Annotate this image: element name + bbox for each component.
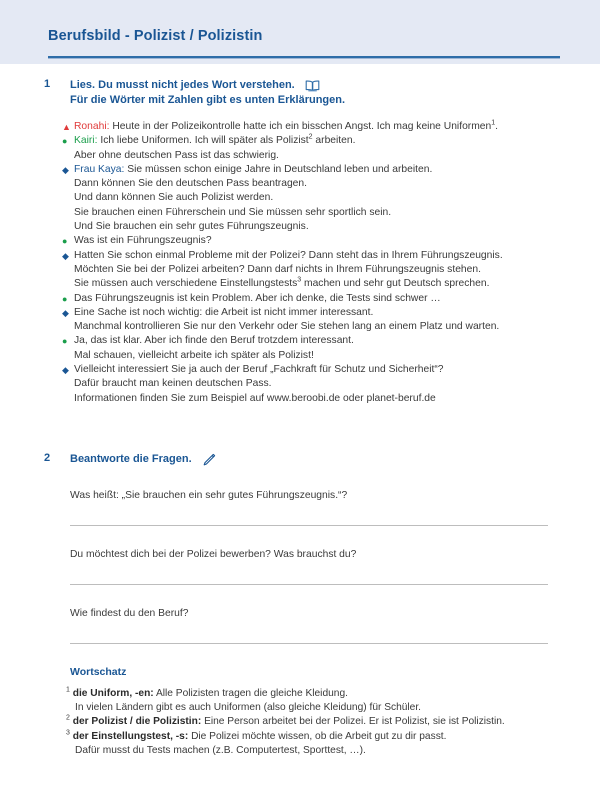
glossary-entry-definition: Alle Polizisten tragen die gleiche Kleidung.	[153, 688, 348, 699]
dialogue-line	[62, 377, 600, 391]
speaker-marker-none	[62, 277, 74, 291]
speaker-marker-diamond-icon: ◆	[62, 307, 69, 318]
speaker-name: Kairi:	[74, 135, 98, 147]
dialogue-text: Sie müssen schon einige Jahre in Deutschland leben und arbeiten.	[124, 163, 433, 175]
dialogue-text: Informationen finden Sie zum Beispiel auf www.beroobi.de oder planet-beruf.de	[74, 392, 436, 404]
footnote-ref: 1	[491, 119, 496, 127]
dialogue-line	[62, 191, 600, 205]
dialogue-line	[62, 163, 600, 177]
dialogue-text: Möchten Sie bei der Polizei arbeiten? Dann darf nichts in Ihrem Führungszeugnis stehen.	[74, 263, 481, 275]
pencil-icon	[202, 453, 216, 467]
glossary-entry-number: 3	[66, 729, 70, 737]
speaker-marker-circle-icon: ●	[62, 136, 68, 147]
speaker-marker-none	[62, 149, 74, 163]
glossary-entry-term: die Uniform, -en:	[72, 688, 154, 699]
task-2-heading-line1: Beantworte die Fragen.	[70, 453, 192, 465]
dialogue-line	[62, 320, 600, 334]
speaker-marker-none	[62, 177, 74, 191]
dialogue-text: Vielleicht interessiert Sie ja auch der Beruf „Fachkraft für Schutz und Sicherheit“?	[74, 364, 444, 376]
speaker-marker-none	[62, 220, 74, 234]
dialogue-line	[62, 206, 600, 220]
speaker-marker-none	[62, 191, 74, 205]
speaker-marker-circle-icon: ●	[62, 236, 68, 247]
dialogue-line	[62, 249, 600, 263]
speaker-marker-diamond-icon: ◆	[62, 365, 69, 376]
glossary-entry-extra: In vielen Ländern gibt es auch Uniformen (also gleiche Kleidung) für Schüler.	[75, 702, 422, 714]
dialogue-line	[62, 306, 600, 320]
glossary-entry-extra: Dafür musst du Tests machen (z.B. Computertest, Sporttest, …).	[75, 744, 366, 756]
glossary-entry-definition: Die Polizei möchte wissen, ob die Arbeit gut zu dir passt.	[188, 730, 447, 742]
speaker-marker-none	[62, 377, 74, 391]
speaker-marker-none	[62, 392, 74, 406]
dialogue-text: Hatten Sie schon einmal Probleme mit der Polizei? Dann steht das in Ihrem Führungszeugnis.	[74, 249, 503, 261]
dialogue-text-tail: .	[495, 121, 499, 132]
glossary-list	[66, 687, 600, 758]
speaker-marker-none	[62, 349, 74, 363]
task-1	[0, 78, 600, 406]
dialogue-text-tail: machen und sehr gut Deutsch sprechen.	[301, 278, 490, 290]
dialogue-line	[62, 149, 600, 163]
speaker-marker-none	[62, 263, 74, 277]
dialogue-text: Manchmal kontrollieren Sie nur den Verkehr oder Sie stehen lang an einem Platz und warten.	[74, 321, 500, 333]
dialogue-text: Aber ohne deutschen Pass ist das schwierig.	[74, 149, 279, 161]
header-divider-shadow	[48, 58, 560, 59]
speaker-marker-diamond-icon: ◆	[62, 164, 69, 175]
page-title: Berufsbild - Polizist / Polizistin	[48, 28, 263, 44]
wortschatz-title: Wortschatz	[70, 666, 127, 678]
answer-line[interactable]	[70, 643, 548, 644]
speaker-marker-diamond-icon: ◆	[62, 250, 69, 261]
glossary-entry-number: 1	[66, 686, 70, 694]
glossary-entry	[66, 730, 600, 744]
speaker-marker-triangle-icon: ▲	[62, 122, 71, 132]
question-text: Wie findest du den Beruf?	[70, 608, 189, 619]
task-1-heading-line1: Lies. Du musst nicht jedes Wort verstehen.	[70, 79, 295, 91]
glossary-entry-definition: Eine Person arbeitet bei der Polizei. Er ist Polizist, sie ist Polizistin.	[201, 716, 505, 728]
task-2-heading	[70, 452, 600, 467]
dialogue-line	[62, 392, 600, 406]
dialogue-text: Und dann können Sie auch Polizist werden.	[74, 192, 274, 204]
page-header-band	[0, 0, 600, 64]
glossary-entry	[66, 715, 600, 729]
dialogue-line	[62, 220, 600, 234]
question-text: Was heißt: „Sie brauchen ein sehr gutes Führungszeugnis.“?	[70, 490, 348, 501]
dialogue-text: Sie brauchen einen Führerschein und Sie müssen sehr sportlich sein.	[74, 206, 392, 218]
dialogue-text: Sie müssen auch verschiedene Einstellungstests	[74, 278, 298, 290]
glossary-entry-term: der Polizist / die Polizistin:	[72, 716, 202, 728]
question-answer-block	[70, 467, 600, 644]
glossary-entry	[66, 687, 600, 701]
question-text: Du möchtest dich bei der Polizei bewerben? Was brauchst du?	[70, 549, 357, 560]
task-2	[0, 452, 600, 644]
dialogue-line	[62, 349, 600, 363]
dialogue-text: Und Sie brauchen ein sehr gutes Führungszeugnis.	[74, 221, 309, 233]
dialogue-text: Ich liebe Uniformen. Ich will später als Polizist	[97, 135, 309, 147]
dialogue-line	[62, 363, 600, 377]
dialogue-text: Eine Sache ist noch wichtig: die Arbeit ist nicht immer interessant.	[74, 306, 374, 318]
task-2-number: 2	[44, 452, 51, 464]
dialogue-line	[62, 292, 600, 306]
dialogue-text: Dann können Sie den deutschen Pass beantragen.	[74, 178, 307, 190]
dialogue-text: Das Führungszeugnis ist kein Problem. Aber ich denke, die Tests sind schwer …	[74, 292, 441, 304]
speaker-name: Ronahi:	[74, 121, 110, 132]
task-1-number: 1	[44, 78, 51, 90]
speaker-marker-none	[62, 320, 74, 334]
footnote-ref: 2	[308, 133, 313, 141]
speaker-name: Frau Kaya:	[74, 163, 125, 175]
task-1-heading	[70, 78, 600, 108]
glossary-entry-number: 2	[66, 715, 70, 723]
dialogue-text: Was ist ein Führungszeugnis?	[74, 235, 212, 247]
dialogue-text: Heute in der Polizeikontrolle hatte ich ein bisschen Angst. Ich mag keine Uniformen	[109, 121, 492, 132]
dialogue-line	[62, 134, 600, 148]
dialogue-text: Ja, das ist klar. Aber ich finde den Beruf trotzdem interessant.	[74, 335, 354, 347]
dialogue-line	[62, 177, 600, 191]
speaker-marker-none	[62, 206, 74, 220]
dialogue-text-tail: arbeiten.	[312, 135, 356, 147]
speaker-marker-circle-icon: ●	[62, 293, 68, 304]
dialogue-line	[62, 120, 600, 134]
dialogue-line	[62, 263, 600, 277]
wortschatz-section	[0, 666, 600, 758]
task-1-heading-line2: Für die Wörter mit Zahlen gibt es unten Erklärungen.	[70, 94, 346, 106]
footnote-ref: 3	[297, 276, 302, 284]
dialogue-line	[62, 234, 600, 248]
dialogue-line	[62, 334, 600, 348]
book-icon	[305, 80, 320, 92]
glossary-entry-term: der Einstellungstest, -s:	[72, 730, 189, 742]
speaker-marker-circle-icon: ●	[62, 336, 68, 347]
dialogue-text: Mal schauen, vielleicht arbeite ich später als Polizist!	[74, 349, 314, 361]
dialogue-line	[62, 277, 600, 291]
dialogue-block	[62, 120, 600, 406]
dialogue-text: Dafür braucht man keinen deutschen Pass.	[74, 378, 272, 390]
